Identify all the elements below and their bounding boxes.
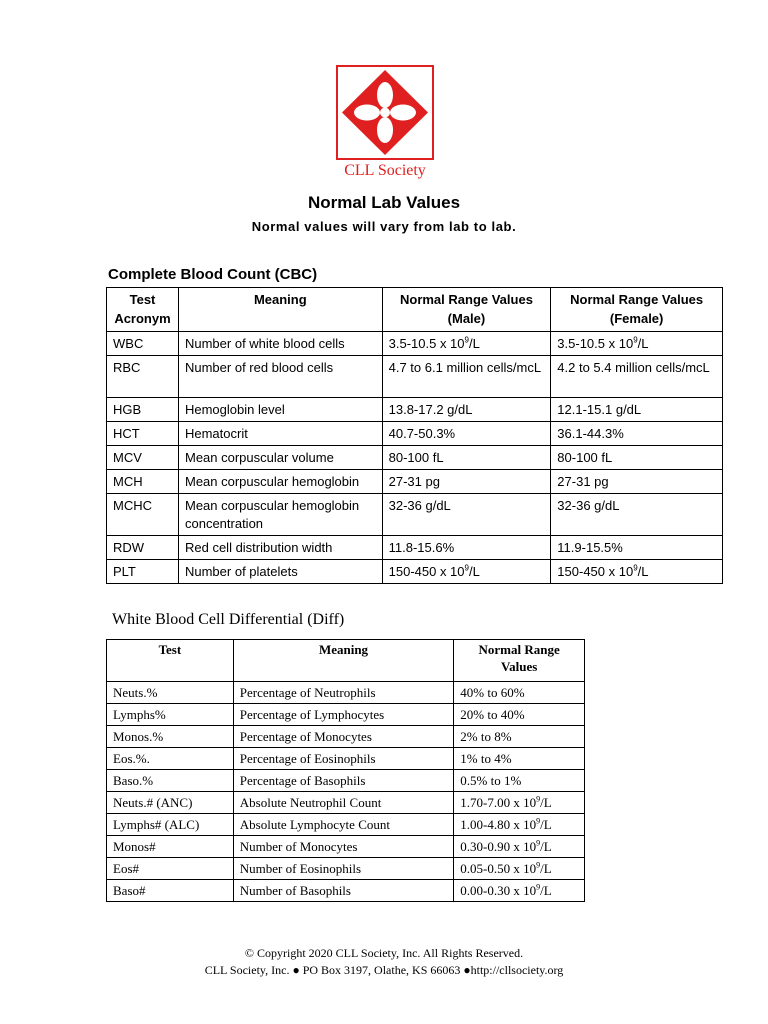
table-cell: Absolute Lymphocyte Count (233, 814, 453, 836)
table-cell: 0.05-0.50 x $10^9/L$ (454, 858, 585, 880)
table-cell: 80-100 fL (382, 446, 551, 470)
page-title: Normal Lab Values (307, 193, 461, 212)
table-row (107, 356, 723, 398)
table-cell: Percentage of Basophils (233, 770, 453, 792)
table-cell: Mean corpuscular hemoglobin concentration (178, 494, 382, 536)
table-cell: 36.1-44.3% (551, 422, 723, 446)
diff-heading: White Blood Cell Differential (Diff) (112, 611, 345, 628)
table-cell: Neuts.% (107, 682, 234, 704)
table-cell: Hemoglobin level (178, 398, 382, 422)
table-cell: 4.7 to 6.1 million cells/mcL (382, 356, 551, 398)
table-row (107, 748, 585, 770)
table-row (107, 446, 723, 470)
table-cell: Percentage of Neutrophils (233, 682, 453, 704)
address-text: CLL Society, Inc. ● PO Box 3197, Olathe, KS 66063 ●http://cllsociety.org (204, 963, 564, 977)
table-cell: Number of Basophils (233, 880, 453, 902)
table-cell: 0.00-0.30 x $10^9/L$ (454, 880, 585, 902)
column-header: Meaning (178, 288, 382, 332)
table-cell: Number of Eosinophils (233, 858, 453, 880)
table-row (107, 332, 723, 356)
table-row (107, 398, 723, 422)
table-cell: 0.30-0.90 x $10^9/L$ (454, 836, 585, 858)
table-cell: 27-31 pg (382, 470, 551, 494)
table-cell: PLT (107, 560, 179, 584)
logo-emblem-icon (336, 65, 434, 160)
footer (0, 945, 768, 979)
table-row (107, 560, 723, 584)
table-cell: 150-450 x $10^9/L$ (382, 560, 551, 584)
column-header: Test (107, 640, 234, 682)
table-cell: MCV (107, 446, 179, 470)
table-cell: Percentage of Lymphocytes (233, 704, 453, 726)
cll-society-logo (336, 65, 434, 183)
table-cell: Lymphs% (107, 704, 234, 726)
table-cell: 1.70-7.00 x $10^9/L$ (454, 792, 585, 814)
table-cell: 2% to 8% (454, 726, 585, 748)
table-row (107, 770, 585, 792)
table-row (107, 792, 585, 814)
table-cell: WBC (107, 332, 179, 356)
copyright-text: © Copyright 2020 CLL Society, Inc. All Rights Reserved. (244, 946, 524, 960)
table-cell: 1% to 4% (454, 748, 585, 770)
table-cell: HGB (107, 398, 179, 422)
logo-text: CLL Society (344, 162, 426, 179)
table-cell: 40.7-50.3% (382, 422, 551, 446)
table-cell: 13.8-17.2 g/dL (382, 398, 551, 422)
table-cell: Baso# (107, 880, 234, 902)
table-cell: Monos.% (107, 726, 234, 748)
table-row (107, 494, 723, 536)
cbc-heading: Complete Blood Count (CBC) (108, 266, 318, 283)
table-cell: RBC (107, 356, 179, 398)
table-cell: Red cell distribution width (178, 536, 382, 560)
table-cell: 20% to 40% (454, 704, 585, 726)
table-row (107, 422, 723, 446)
table-cell: Eos.%. (107, 748, 234, 770)
table-cell: Baso.% (107, 770, 234, 792)
column-header: Normal Range Values (454, 640, 585, 682)
table-cell: Percentage of Eosinophils (233, 748, 453, 770)
column-header: Normal Range Values (Female) (551, 288, 723, 332)
table-cell: Mean corpuscular volume (178, 446, 382, 470)
cbc-table (106, 287, 723, 584)
table-row (107, 470, 723, 494)
column-header: Normal Range Values (Male) (382, 288, 551, 332)
table-cell: Number of platelets (178, 560, 382, 584)
table-cell: Number of Monocytes (233, 836, 453, 858)
table-cell: Percentage of Monocytes (233, 726, 453, 748)
table-row (107, 726, 585, 748)
table-cell: Number of white blood cells (178, 332, 382, 356)
table-cell: 27-31 pg (551, 470, 723, 494)
table-cell: Number of red blood cells (178, 356, 382, 398)
table-cell: 11.9-15.5% (551, 536, 723, 560)
table-cell: Absolute Neutrophil Count (233, 792, 453, 814)
column-header: Test Acronym (107, 288, 179, 332)
table-cell: 0.5% to 1% (454, 770, 585, 792)
table-cell: Neuts.# (ANC) (107, 792, 234, 814)
table-row (107, 836, 585, 858)
table-row (107, 682, 585, 704)
diff-table (106, 639, 585, 902)
table-cell: 150-450 x $10^9/L$ (551, 560, 723, 584)
table-row (107, 858, 585, 880)
table-cell: 32-36 g/dL (382, 494, 551, 536)
table-cell: Hematocrit (178, 422, 382, 446)
column-header: Meaning (233, 640, 453, 682)
table-cell: MCH (107, 470, 179, 494)
table-row (107, 880, 585, 902)
table-cell: 1.00-4.80 x $10^9/L$ (454, 814, 585, 836)
table-cell: Eos# (107, 858, 234, 880)
table-cell: MCHC (107, 494, 179, 536)
table-cell: Lymphs# (ALC) (107, 814, 234, 836)
table-cell: 40% to 60% (454, 682, 585, 704)
table-row (107, 536, 723, 560)
table-cell: 11.8-15.6% (382, 536, 551, 560)
table-row (107, 814, 585, 836)
table-cell: Mean corpuscular hemoglobin (178, 470, 382, 494)
table-cell: Monos# (107, 836, 234, 858)
table-row (107, 704, 585, 726)
table-cell: 12.1-15.1 g/dL (551, 398, 723, 422)
table-cell: 32-36 g/dL (551, 494, 723, 536)
table-cell: RDW (107, 536, 179, 560)
page-subtitle: Normal values will vary from lab to lab. (251, 219, 517, 234)
table-cell: HCT (107, 422, 179, 446)
table-cell: 80-100 fL (551, 446, 723, 470)
table-cell: 3.5-10.5 x $10^9/L$ (551, 332, 723, 356)
table-cell: 4.2 to 5.4 million cells/mcL (551, 356, 723, 398)
table-cell: 3.5-10.5 x $10^9/L$ (382, 332, 551, 356)
